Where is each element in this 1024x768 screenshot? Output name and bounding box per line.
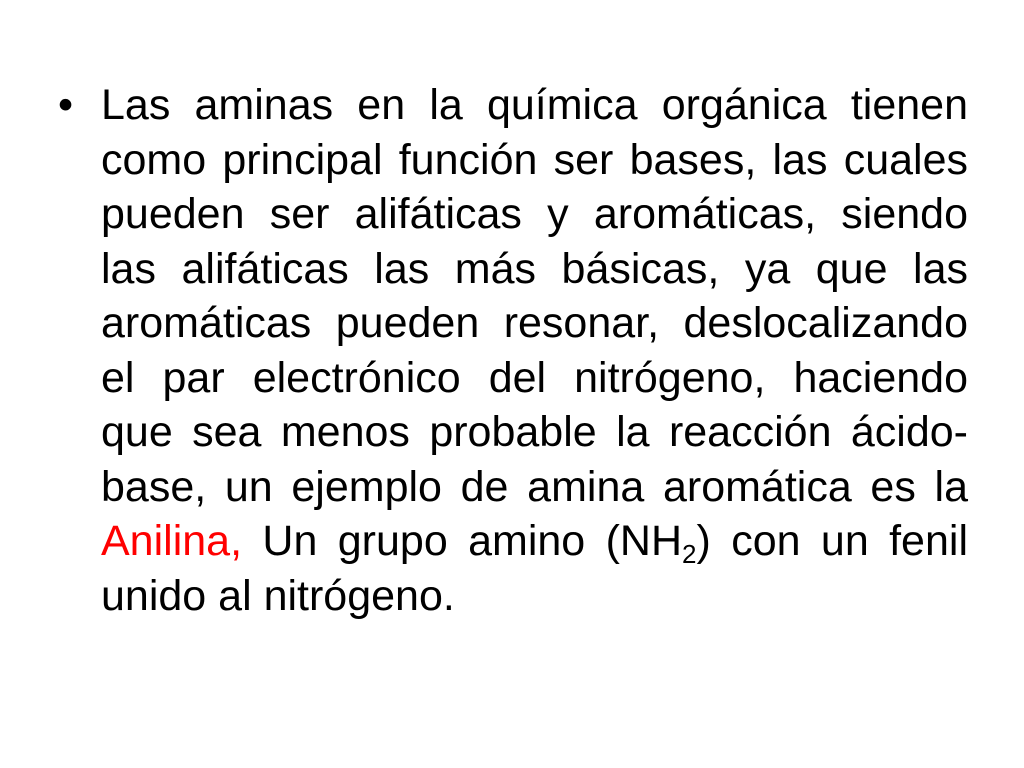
- paragraph-text: Las aminas en la química orgánica tienen como principal función ser bases, las cuales pueden ser alifáticas y aromáticas, siendo las alifáticas las más básicas, ya que las aromáticas pueden resonar, deslocalizando el par electrónico del nitrógeno, haciendo que sea menos probable la reacción ácido-base, un ejemplo de amina aromática es la: [101, 81, 968, 511]
- highlight-term-anilina: Anilina,: [101, 517, 243, 565]
- bullet-marker: •: [58, 81, 74, 129]
- paragraph-text-end: ) con un fenil unido al nitrógeno.: [101, 517, 968, 620]
- bullet-item: [58, 78, 968, 623]
- subscript-two: 2: [682, 539, 697, 569]
- paragraph-text-continued: Un grupo amino (NH: [242, 517, 683, 565]
- bullet-paragraph: [101, 78, 968, 623]
